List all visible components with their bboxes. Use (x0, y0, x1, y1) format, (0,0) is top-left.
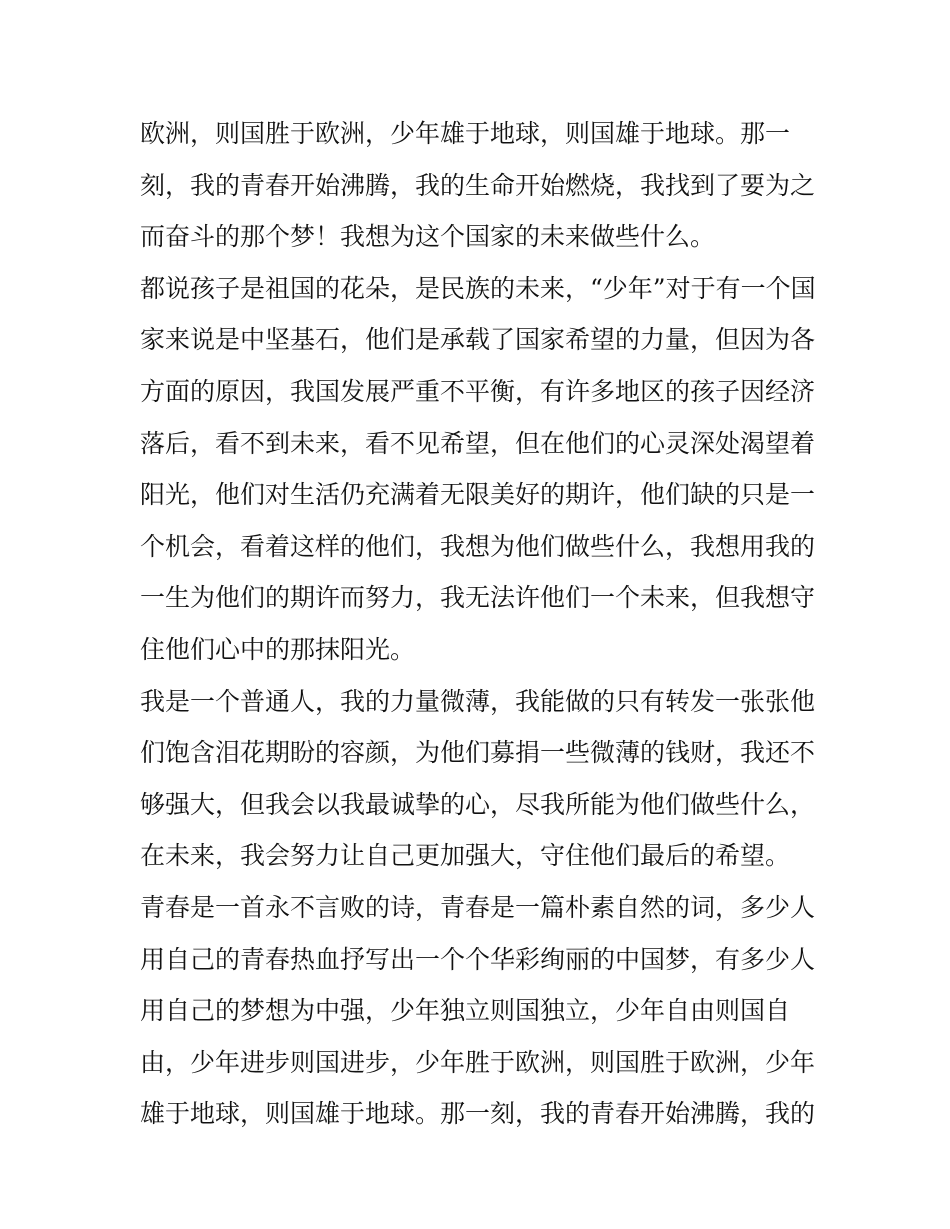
text-line: 用自己的梦想为中强，少年独立则国独立，少年自由则国自 (140, 996, 791, 1026)
text-line: 雄于地球，则国雄于地球。那一刻，我的青春开始沸腾，我的 (140, 1099, 816, 1129)
text-line: 落后，看不到未来，看不见希望，但在他们的心灵深处渴望着 (140, 428, 816, 458)
text-line: 都说孩子是祖国的花朵，是民族的未来，“少年”对于有一个国 (140, 273, 816, 303)
text-line: 们饱含泪花期盼的容颜，为他们募捐一些微薄的钱财，我还不 (140, 738, 816, 768)
text-line: 由，少年进步则国进步，少年胜于欧洲，则国胜于欧洲，少年 (140, 1047, 816, 1077)
text-line: 刻，我的青春开始沸腾，我的生命开始燃烧，我找到了要为之 (140, 170, 816, 200)
text-line: 而奋斗的那个梦！我想为这个国家的未来做些什么。 (140, 222, 716, 252)
document-body (140, 108, 820, 1140)
text-line: 家来说是中坚基石，他们是承载了国家希望的力量，但因为各 (140, 325, 816, 355)
text-line: 一生为他们的期许而努力，我无法许他们一个未来，但我想守 (140, 583, 816, 613)
text-line: 我是一个普通人，我的力量微薄，我能做的只有转发一张张他 (140, 686, 816, 716)
text-line: 个机会，看着这样的他们，我想为他们做些什么，我想用我的 (140, 531, 816, 561)
text-line: 欧洲，则国胜于欧洲，少年雄于地球，则国雄于地球。那一 (140, 119, 791, 148)
text-line: 住他们心中的那抹阳光。 (140, 634, 416, 664)
text-line: 阳光，他们对生活仍充满着无限美好的期许，他们缺的只是一 (140, 480, 816, 510)
text-line: 青春是一首永不言败的诗，青春是一篇朴素自然的词，多少人 (140, 892, 816, 922)
text-line: 方面的原因，我国发展严重不平衡，有许多地区的孩子因经济 (140, 376, 816, 406)
text-line: 在未来，我会努力让自己更加强大，守住他们最后的希望。 (140, 841, 791, 871)
text-line: 够强大，但我会以我最诚挚的心，尽我所能为他们做些什么， (140, 789, 816, 819)
text-line: 用自己的青春热血抒写出一个个华彩绚丽的中国梦，有多少人 (140, 944, 816, 974)
